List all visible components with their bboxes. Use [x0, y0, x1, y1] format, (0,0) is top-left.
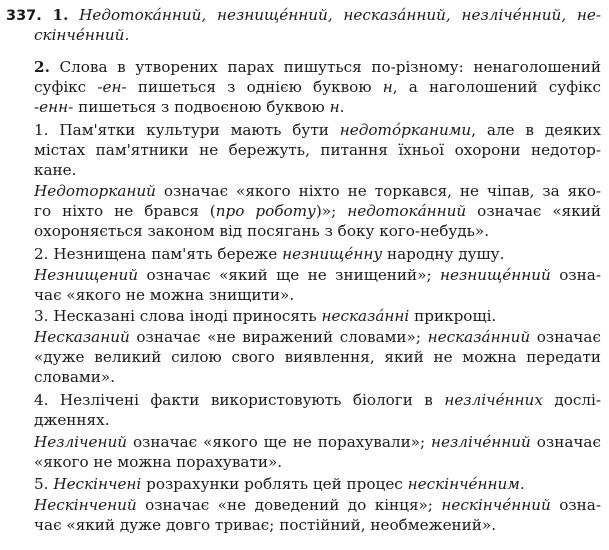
- key-word: Нескінчені: [53, 475, 142, 493]
- task-1-number: 1.: [52, 6, 69, 24]
- task-1-words-end: скінче́нний.: [34, 26, 130, 44]
- text-segment: , але в деяких: [471, 121, 601, 139]
- text-segment: озна-: [550, 496, 601, 514]
- key-word: Незлічений: [34, 433, 128, 451]
- text-segment: .: [519, 475, 525, 493]
- key-word: несказа́нний: [427, 328, 531, 346]
- sentence-1-line-1: [34, 121, 601, 140]
- text-segment: охороняється законом від посягань з боку кого-небудь».: [34, 222, 490, 240]
- note-term: про роботу: [215, 202, 316, 220]
- text-segment: )»;: [315, 202, 348, 220]
- text-segment: словами».: [34, 368, 115, 386]
- text-segment: дженнях.: [34, 411, 110, 429]
- text-segment: кане.: [34, 161, 77, 179]
- suffix-term: -ен-: [97, 78, 127, 96]
- key-word: несказа́нні: [321, 307, 410, 325]
- task-2-intro-line-1: [34, 58, 601, 77]
- explanation-3-line-2: [34, 348, 601, 367]
- text-segment: 1. Пам'ятки культури мають бути: [34, 121, 340, 139]
- explanation-5-line-2: [34, 516, 601, 535]
- explanation-4-line-2: [34, 453, 601, 472]
- key-word: недотока́нний: [347, 202, 467, 220]
- text-segment: , а наголошений суфікс: [392, 78, 601, 96]
- task-2-intro-line-2: [34, 78, 601, 97]
- explanation-1-line-2: [34, 202, 601, 221]
- text-segment: 5.: [34, 475, 54, 493]
- key-word: Незнищений: [34, 266, 139, 284]
- text-segment: 4. Незлічені факти використовують біологи в: [34, 391, 445, 409]
- text-segment: «дуже великий силою свого виявлення, який не можна передати: [34, 348, 601, 366]
- text-segment: го ніхто не брався (: [34, 202, 216, 220]
- explanation-3-line-3: [34, 368, 601, 387]
- key-word: недото́рканими: [339, 121, 472, 139]
- text-segment: дослі-: [542, 391, 601, 409]
- text-segment: .: [339, 98, 345, 116]
- text-segment: 3. Несказані слова іноді приносять: [34, 307, 322, 325]
- explanation-1-line-1: [34, 182, 601, 201]
- explanation-4-line-1: [34, 433, 601, 452]
- task-2-number: 2.: [34, 58, 50, 76]
- text-segment: чає «якого не можна знищити».: [34, 286, 295, 304]
- key-word: незнище́нний: [440, 266, 551, 284]
- sentence-2-line-1: [34, 245, 601, 264]
- sentence-4-line-1: [34, 391, 601, 410]
- text-segment: прикрощі.: [409, 307, 497, 325]
- text-segment: 2. Незнищена пам'ять береже: [34, 245, 283, 263]
- letter-term: н: [382, 78, 393, 96]
- key-word: нескінче́нний: [441, 496, 551, 514]
- suffix-term: -енн-: [34, 98, 74, 116]
- explanation-5-line-1: [34, 496, 601, 515]
- text-segment: народну душу.: [382, 245, 505, 263]
- exercise-number: 337.: [6, 8, 42, 24]
- text-segment: означає «який ще не знищений»;: [138, 266, 440, 284]
- text-segment: пишеться з подвоєною буквою: [73, 98, 330, 116]
- sentence-1-line-3: [34, 161, 601, 180]
- text-segment: означає «не виражений словами»;: [129, 328, 428, 346]
- text-segment: озна-: [550, 266, 601, 284]
- letter-term: н: [329, 98, 340, 116]
- sentence-3-line-1: [34, 307, 601, 326]
- key-word: Недоторканий: [34, 182, 156, 200]
- text-segment: чає «який дуже довго триває; постійний, необмежений».: [34, 516, 497, 534]
- exercise-heading-line: [6, 6, 601, 26]
- task-1-words-continued: [34, 26, 601, 45]
- text-segment: розрахунки роблять цей процес: [141, 475, 408, 493]
- text-segment: означає «якого ніхто не торкався, не чіпав, за яко-: [155, 182, 601, 200]
- sentence-5-line-1: [34, 475, 601, 494]
- text-segment: Слова в утворених парах пишуться по-різному: ненаголошений: [59, 58, 602, 76]
- text-segment: суфікс: [34, 78, 98, 96]
- key-word: Несказаний: [34, 328, 130, 346]
- text-segment: означає: [530, 328, 601, 346]
- text-segment: означає: [530, 433, 601, 451]
- sentence-1-line-2: [34, 141, 601, 160]
- text-segment: означає «якого ще не порахували»;: [127, 433, 432, 451]
- key-word: незнище́нну: [282, 245, 383, 263]
- text-segment: означає «не доведений до кінця»;: [136, 496, 442, 514]
- explanation-1-line-3: [34, 222, 601, 241]
- text-segment: містах пам'ятники не бережуть, питання їхньої охорони недотор-: [34, 141, 601, 159]
- text-segment: «якого не можна порахувати».: [34, 453, 283, 471]
- key-word: Нескінчений: [34, 496, 137, 514]
- task-2-intro-line-3: [34, 98, 601, 117]
- key-word: нескінче́нним: [407, 475, 520, 493]
- explanation-2-line-1: [34, 266, 601, 285]
- explanation-2-line-2: [34, 286, 601, 305]
- key-word: незліче́нний: [431, 433, 531, 451]
- text-segment: означає «який: [466, 202, 601, 220]
- sentence-4-line-2: [34, 411, 601, 430]
- explanation-3-line-1: [34, 328, 601, 347]
- task-1-words: Недотока́нний, незнище́нний, несказа́нний, незліче́нний, не-: [79, 6, 602, 24]
- text-segment: пишеться з однією буквою: [126, 78, 383, 96]
- key-word: незліче́нних: [444, 391, 543, 409]
